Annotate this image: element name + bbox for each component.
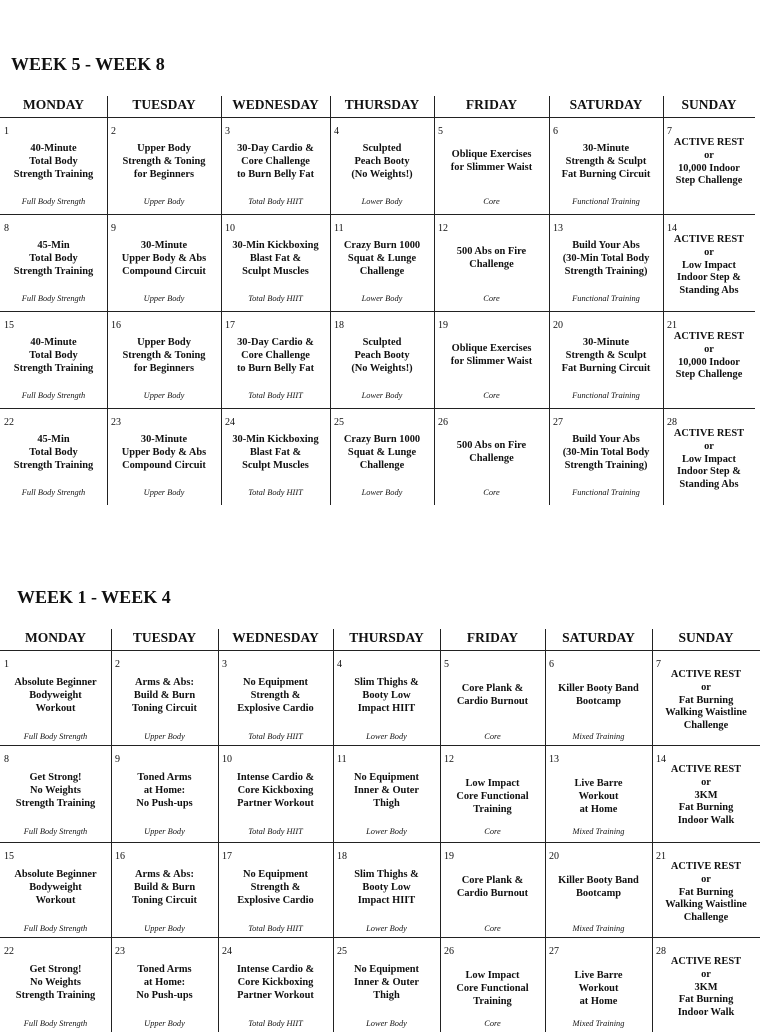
day-header-friday: FRIDAY xyxy=(465,97,518,112)
workout-title: 30-Minute Upper Body & Abs Compound Circuit xyxy=(121,240,207,277)
workout-title: Oblique Exercises for Slimmer Waist xyxy=(450,149,533,173)
calendar-cell xyxy=(221,214,330,311)
workout-type: Mixed Training xyxy=(572,924,625,933)
calendar-cell xyxy=(111,745,218,840)
day-number: 12 xyxy=(444,754,454,765)
calendar-cell xyxy=(0,214,107,311)
workout-title: ACTIVE REST or 3KM Fat Burning Indoor Walk xyxy=(670,764,742,827)
workout-title: Arms & Abs: Build & Burn Toning Circuit xyxy=(132,869,197,906)
workout-title: ACTIVE REST or 10,000 Indoor Step Challenge xyxy=(673,331,745,381)
workout-title: 40-Minute Total Body Strength Training xyxy=(13,143,94,180)
day-number: 10 xyxy=(225,223,235,234)
day-number: 10 xyxy=(222,754,232,765)
day-header-sunday: SUNDAY xyxy=(678,630,734,645)
day-number: 22 xyxy=(4,417,14,428)
day-number: 27 xyxy=(549,946,559,957)
day-number: 6 xyxy=(549,659,554,670)
workout-title: Core Plank & Cardio Burnout xyxy=(456,683,529,707)
calendar-cell xyxy=(652,745,760,840)
day-number: 9 xyxy=(115,754,120,765)
day-number: 17 xyxy=(225,320,235,331)
calendar-cell xyxy=(549,408,663,505)
calendar-cell xyxy=(111,650,218,745)
calendar-cell xyxy=(218,650,333,745)
day-number: 21 xyxy=(667,320,677,331)
workout-type: Upper Body xyxy=(144,924,185,933)
section-title-weeks-5-8: WEEK 5 - WEEK 8 xyxy=(11,54,165,74)
calendar-cell xyxy=(440,650,545,745)
day-number: 24 xyxy=(222,946,232,957)
workout-type: Upper Body xyxy=(144,1019,185,1028)
workout-type: Core xyxy=(484,827,501,836)
workout-type: Core xyxy=(483,391,500,400)
workout-title: 30-Minute Strength & Sculpt Fat Burning Circuit xyxy=(561,337,651,374)
day-number: 5 xyxy=(444,659,449,670)
workout-title: Intense Cardio & Core Kickboxing Partner Workout xyxy=(236,772,315,809)
calendar-cell xyxy=(652,842,760,937)
day-number: 5 xyxy=(438,126,443,137)
day-number: 16 xyxy=(111,320,121,331)
day-number: 24 xyxy=(225,417,235,428)
workout-title: Sculpted Peach Booty (No Weights!) xyxy=(351,337,413,374)
workout-title: 500 Abs on Fire Challenge xyxy=(456,246,527,270)
day-number: 7 xyxy=(656,659,661,670)
calendar-cell xyxy=(330,311,434,408)
workout-title: Toned Arms at Home: No Push-ups xyxy=(136,964,193,1001)
workout-title: Absolute Beginner Bodyweight Workout xyxy=(14,869,97,906)
workout-title: ACTIVE REST or Fat Burning Walking Waistline Challenge xyxy=(665,861,747,924)
workout-type: Full Body Strength xyxy=(23,1019,88,1028)
workout-type: Functional Training xyxy=(572,391,640,400)
workout-type: Upper Body xyxy=(143,488,185,497)
day-number: 27 xyxy=(553,417,563,428)
workout-title: Absolute Beginner Bodyweight Workout xyxy=(14,677,97,714)
workout-type: Total Body HIIT xyxy=(248,924,303,933)
calendar-cell xyxy=(330,408,434,505)
day-number: 7 xyxy=(667,126,672,137)
calendar-cell xyxy=(221,117,330,214)
workout-title: 500 Abs on Fire Challenge xyxy=(456,440,527,464)
calendar-cell xyxy=(549,311,663,408)
workout-type: Lower Body xyxy=(366,732,407,741)
workout-title: Upper Body Strength & Toning for Beginners xyxy=(122,337,206,374)
workout-type: Core xyxy=(483,294,500,303)
calendar-cell xyxy=(221,408,330,505)
day-number: 20 xyxy=(553,320,563,331)
calendar-cell xyxy=(333,650,440,745)
workout-type: Mixed Training xyxy=(572,1019,625,1028)
workout-title: Get Strong! No Weights Strength Training xyxy=(15,772,96,809)
workout-title: Build Your Abs (30-Min Total Body Strength Training) xyxy=(562,434,650,471)
day-number: 13 xyxy=(553,223,563,234)
calendar-cell xyxy=(545,745,652,840)
workout-type: Lower Body xyxy=(366,924,407,933)
workout-title: ACTIVE REST or Low Impact Indoor Step & Standing Abs xyxy=(673,428,745,491)
workout-title: 30-Minute Strength & Sculpt Fat Burning Circuit xyxy=(561,143,651,180)
workout-type: Lower Body xyxy=(361,197,403,206)
day-number: 11 xyxy=(334,223,344,234)
workout-type: Full Body Strength xyxy=(23,827,88,836)
calendar-cell xyxy=(218,842,333,937)
calendar-cell xyxy=(107,214,221,311)
day-number: 16 xyxy=(115,851,125,862)
workout-type: Functional Training xyxy=(572,488,640,497)
day-number: 3 xyxy=(222,659,227,670)
day-number: 8 xyxy=(4,754,9,765)
workout-title: ACTIVE REST or Low Impact Indoor Step & Standing Abs xyxy=(673,234,745,297)
calendar-cell xyxy=(0,408,107,505)
calendar-cell xyxy=(549,117,663,214)
calendar-cell xyxy=(330,117,434,214)
workout-title: 45-Min Total Body Strength Training xyxy=(13,240,94,277)
workout-type: Lower Body xyxy=(361,391,403,400)
day-number: 23 xyxy=(115,946,125,957)
day-number: 2 xyxy=(115,659,120,670)
workout-type: Total Body HIIT xyxy=(248,488,303,497)
day-number: 19 xyxy=(438,320,448,331)
calendar-weeks-1-4 xyxy=(0,625,768,1028)
calendar-cell xyxy=(663,311,755,408)
day-number: 8 xyxy=(4,223,9,234)
workout-type: Full Body Strength xyxy=(21,391,86,400)
workout-type: Lower Body xyxy=(361,488,403,497)
day-header-monday: MONDAY xyxy=(22,97,84,112)
workout-title: ACTIVE REST or 10,000 Indoor Step Challenge xyxy=(673,137,745,187)
calendar-cell xyxy=(545,842,652,937)
day-header-tuesday: TUESDAY xyxy=(132,630,197,645)
day-header-tuesday: TUESDAY xyxy=(132,97,196,112)
calendar-cell xyxy=(434,311,549,408)
day-number: 19 xyxy=(444,851,454,862)
section-title-weeks-1-4: WEEK 1 - WEEK 4 xyxy=(17,587,171,607)
day-number: 15 xyxy=(4,320,14,331)
day-number: 25 xyxy=(334,417,344,428)
day-number: 28 xyxy=(656,946,666,957)
workout-type: Full Body Strength xyxy=(23,732,88,741)
workout-title: 30-Day Cardio & Core Challenge to Burn Belly Fat xyxy=(236,143,315,180)
calendar-cell xyxy=(0,745,111,840)
calendar-cell xyxy=(218,745,333,840)
calendar-cell xyxy=(0,311,107,408)
day-header-saturday: SATURDAY xyxy=(569,97,643,112)
day-number: 2 xyxy=(111,126,116,137)
day-header-sunday: SUNDAY xyxy=(681,97,737,112)
workout-title: No Equipment Inner & Outer Thigh xyxy=(353,964,420,1001)
workout-title: 30-Minute Upper Body & Abs Compound Circuit xyxy=(121,434,207,471)
calendar-cell xyxy=(549,214,663,311)
day-number: 25 xyxy=(337,946,347,957)
calendar-cell xyxy=(330,214,434,311)
day-number: 14 xyxy=(667,223,677,234)
workout-title: No Equipment Strength & Explosive Cardio xyxy=(237,869,314,906)
day-header-friday: FRIDAY xyxy=(466,630,519,645)
workout-type: Total Body HIIT xyxy=(248,827,303,836)
day-number: 18 xyxy=(337,851,347,862)
day-number: 4 xyxy=(337,659,342,670)
workout-title: Upper Body Strength & Toning for Beginners xyxy=(122,143,206,180)
calendar-cell xyxy=(0,937,111,1032)
workout-type: Functional Training xyxy=(572,197,640,206)
day-header-monday: MONDAY xyxy=(24,630,86,645)
day-number: 26 xyxy=(438,417,448,428)
day-number: 4 xyxy=(334,126,339,137)
calendar-cell xyxy=(652,650,760,745)
workout-type: Core xyxy=(484,924,501,933)
workout-type: Functional Training xyxy=(572,294,640,303)
day-number: 13 xyxy=(549,754,559,765)
workout-title: Core Plank & Cardio Burnout xyxy=(456,875,529,899)
workout-title: Slim Thighs & Booty Low Impact HIIT xyxy=(354,869,419,906)
workout-type: Upper Body xyxy=(144,732,185,741)
workout-title: Live Barre Workout at Home xyxy=(574,778,623,815)
calendar-cell xyxy=(663,408,755,505)
workout-type: Upper Body xyxy=(143,197,185,206)
calendar-cell xyxy=(111,937,218,1032)
calendar-cell xyxy=(663,214,755,311)
calendar-cell xyxy=(0,842,111,937)
workout-type: Mixed Training xyxy=(572,732,625,741)
calendar-cell xyxy=(440,937,545,1032)
day-number: 3 xyxy=(225,126,230,137)
workout-type: Total Body HIIT xyxy=(248,197,303,206)
workout-title: 45-Min Total Body Strength Training xyxy=(13,434,94,471)
calendar-cell xyxy=(545,650,652,745)
calendar-cell xyxy=(333,842,440,937)
calendar-cell xyxy=(440,842,545,937)
workout-title: Crazy Burn 1000 Squat & Lunge Challenge xyxy=(343,434,421,471)
calendar-cell xyxy=(333,937,440,1032)
workout-type: Total Body HIIT xyxy=(248,294,303,303)
workout-title: Low Impact Core Functional Training xyxy=(456,970,529,1007)
day-number: 17 xyxy=(222,851,232,862)
calendar-cell xyxy=(434,214,549,311)
calendar-cell xyxy=(440,745,545,840)
day-header-wednesday: WEDNESDAY xyxy=(232,97,319,112)
workout-title: ACTIVE REST or Fat Burning Walking Waistline Challenge xyxy=(665,669,747,732)
calendar-cell xyxy=(107,311,221,408)
day-number: 22 xyxy=(4,946,14,957)
workout-title: 30-Min Kickboxing Blast Fat & Sculpt Muscles xyxy=(232,434,319,471)
workout-type: Mixed Training xyxy=(572,827,625,836)
workout-type: Upper Body xyxy=(144,827,185,836)
day-number: 11 xyxy=(337,754,347,765)
calendar-cell xyxy=(434,408,549,505)
day-number: 21 xyxy=(656,851,666,862)
workout-title: Killer Booty Band Bootcamp xyxy=(558,683,639,707)
calendar-cell xyxy=(107,408,221,505)
calendar-cell xyxy=(0,117,107,214)
day-header-thursday: THURSDAY xyxy=(349,630,424,645)
workout-type: Core xyxy=(483,488,500,497)
day-header-wednesday: WEDNESDAY xyxy=(232,630,319,645)
day-number: 1 xyxy=(4,659,9,670)
workout-title: Build Your Abs (30-Min Total Body Strength Training) xyxy=(562,240,650,277)
workout-type: Full Body Strength xyxy=(21,197,86,206)
day-number: 18 xyxy=(334,320,344,331)
workout-type: Core xyxy=(484,1019,501,1028)
calendar-cell xyxy=(333,745,440,840)
workout-title: 30-Day Cardio & Core Challenge to Burn Belly Fat xyxy=(236,337,315,374)
day-header-thursday: THURSDAY xyxy=(344,97,420,112)
workout-type: Core xyxy=(484,732,501,741)
workout-type: Lower Body xyxy=(366,1019,407,1028)
day-number: 26 xyxy=(444,946,454,957)
day-number: 23 xyxy=(111,417,121,428)
day-number: 1 xyxy=(4,126,9,137)
workout-type: Total Body HIIT xyxy=(248,732,303,741)
workout-type: Full Body Strength xyxy=(23,924,88,933)
workout-title: No Equipment Strength & Explosive Cardio xyxy=(237,677,314,714)
day-number: 15 xyxy=(4,851,14,862)
calendar-cell xyxy=(0,650,111,745)
workout-title: Get Strong! No Weights Strength Training xyxy=(15,964,96,1001)
workout-title: Live Barre Workout at Home xyxy=(574,970,623,1007)
calendar-cell xyxy=(218,937,333,1032)
workout-title: Toned Arms at Home: No Push-ups xyxy=(136,772,193,809)
workout-title: 40-Minute Total Body Strength Training xyxy=(13,337,94,374)
workout-type: Lower Body xyxy=(366,827,407,836)
day-number: 14 xyxy=(656,754,666,765)
workout-type: Lower Body xyxy=(361,294,403,303)
workout-title: Slim Thighs & Booty Low Impact HIIT xyxy=(354,677,419,714)
calendar-cell xyxy=(434,117,549,214)
workout-type: Core xyxy=(483,197,500,206)
workout-title: Crazy Burn 1000 Squat & Lunge Challenge xyxy=(343,240,421,277)
workout-type: Total Body HIIT xyxy=(248,391,303,400)
workout-type: Upper Body xyxy=(143,391,185,400)
calendar-cell xyxy=(663,117,755,214)
workout-type: Upper Body xyxy=(143,294,185,303)
calendar-cell xyxy=(545,937,652,1032)
workout-title: No Equipment Inner & Outer Thigh xyxy=(353,772,420,809)
workout-title: Intense Cardio & Core Kickboxing Partner Workout xyxy=(236,964,315,1001)
day-number: 28 xyxy=(667,417,677,428)
workout-title: Killer Booty Band Bootcamp xyxy=(558,875,639,899)
workout-title: Sculpted Peach Booty (No Weights!) xyxy=(351,143,413,180)
workout-title: Oblique Exercises for Slimmer Waist xyxy=(450,343,533,367)
calendar-cell xyxy=(652,937,760,1032)
day-header-saturday: SATURDAY xyxy=(562,630,635,645)
day-number: 9 xyxy=(111,223,116,234)
calendar-cell xyxy=(221,311,330,408)
workout-title: 30-Min Kickboxing Blast Fat & Sculpt Muscles xyxy=(232,240,319,277)
calendar-cell xyxy=(107,117,221,214)
day-number: 20 xyxy=(549,851,559,862)
calendar-weeks-5-8 xyxy=(0,92,768,512)
day-number: 6 xyxy=(553,126,558,137)
workout-title: Arms & Abs: Build & Burn Toning Circuit xyxy=(132,677,197,714)
calendar-cell xyxy=(111,842,218,937)
workout-type: Full Body Strength xyxy=(21,294,86,303)
workout-title: ACTIVE REST or 3KM Fat Burning Indoor Walk xyxy=(670,956,742,1019)
workout-title: Low Impact Core Functional Training xyxy=(456,778,529,815)
workout-type: Total Body HIIT xyxy=(248,1019,303,1028)
day-number: 12 xyxy=(438,223,448,234)
workout-type: Full Body Strength xyxy=(21,488,86,497)
